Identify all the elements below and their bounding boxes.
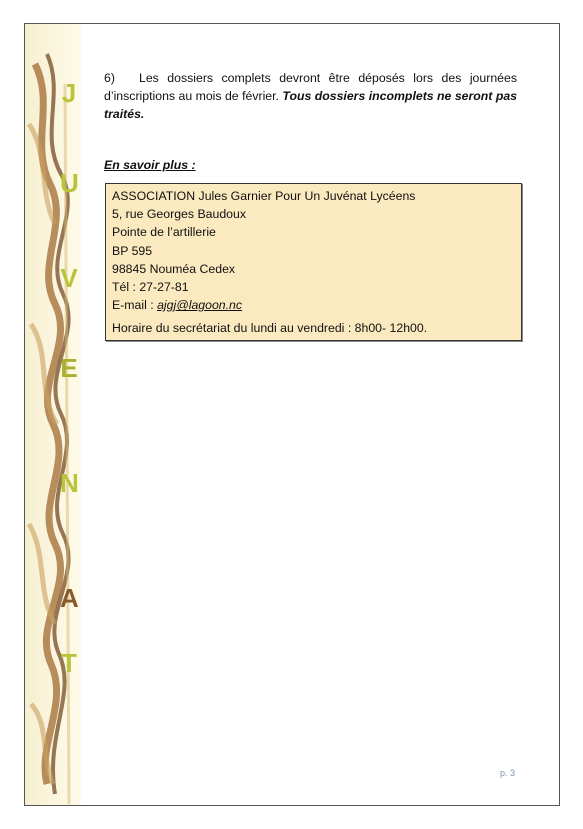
banner-letter-e: E	[60, 353, 78, 383]
side-banner-decoration	[25, 24, 81, 805]
banner-letter-a: A	[60, 583, 79, 613]
office-hours: Horaire du secrétariat du lundi au vendredi : 8h00- 12h00.	[112, 321, 428, 336]
page-number: p. 3	[500, 768, 516, 778]
banner-letter-t: T	[61, 648, 77, 678]
banner-swirl-graphic	[25, 24, 81, 805]
contact-line: Pointe de l’artillerie	[112, 225, 216, 240]
contact-line: Tél : 27-27-81	[112, 280, 189, 295]
section-text: Les dossiers complets devront être déposés lors des journées d’inscriptions au mois de février.	[104, 71, 517, 103]
email-link[interactable]: ajgj@lagoon.nc	[157, 298, 243, 313]
contact-line: ASSOCIATION Jules Garnier Pour Un Juvénat Lycéens	[112, 189, 416, 203]
banner-letter-n: N	[60, 468, 79, 498]
page-frame	[24, 23, 560, 806]
more-info-title: En savoir plus :	[104, 158, 196, 172]
contact-line: BP 595	[112, 243, 153, 258]
contact-line: 5, rue Georges Baudoux	[112, 207, 246, 222]
section-6-paragraph	[104, 69, 517, 123]
contact-info-box	[105, 183, 522, 341]
email-line	[112, 296, 515, 314]
section-warning-text: Tous dossiers incomplets ne seront pas traités.	[104, 89, 518, 121]
contact-line: 98845 Nouméa Cedex	[112, 261, 236, 276]
email-label: E-mail :	[112, 298, 158, 313]
section-number: 6)	[104, 71, 115, 85]
banner-letter-j: J	[61, 78, 77, 108]
banner-letter-u: U	[60, 168, 79, 198]
banner-letter-v: V	[60, 263, 78, 293]
